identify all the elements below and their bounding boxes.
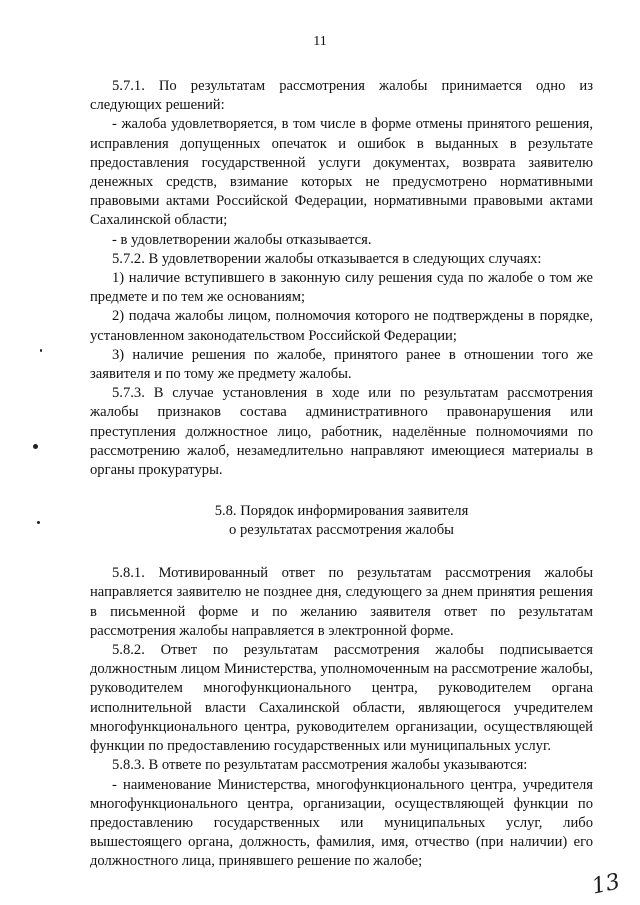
section-heading-line-1: 5.8. Порядок информирования заявителя [214,503,469,520]
section-heading-5-8 [90,502,593,540]
list-item-refusal-case-1: 1) наличие вступившего в законную силу решения суда по жалобе о том же предмете и по тем же основаниям; [90,270,593,306]
list-item-refusal-case-3: 3) наличие решения по жалобе, принятого ранее в отношении того же заявителя и по тому же предмету жалобы. [90,346,593,383]
paragraph-5-7-1: 5.7.1. По результатам рассмотрения жалобы принимается одно из следующих решений: [90,78,593,114]
margin-dot [40,349,42,352]
margin-dot [37,521,40,524]
handwritten-page-number: 13 [589,869,623,900]
margin-dot [33,444,38,449]
paragraph-5-8-1: 5.8.1. Мотивированный ответ по результатам рассмотрения жалобы направляется заявителю не позднее дня, следующего за днем принятия решения в письменной форме и по желанию заявителя ответ по результатам рассмотрения жалобы направляется в электронной форме. [90,565,593,639]
list-item-answer-contents: - наименование Министерства, многофункционального центра, учредителя многофункционального центра, организации, осуществляющей функции по предоставлению государственных или муниципальных услуг, либо вышестоящего органа, должность, фамилия, имя, отчество (при наличии) его должностного лица, принявшего решение по жалобе; [90,776,593,870]
paragraph-5-8-3: 5.8.3. В ответе по результатам рассмотрения жалобы указываются: [112,757,528,774]
list-item-complaint-satisfied: - жалоба удовлетворяется, в том числе в форме отмены принятого решения, исправления допущенных опечаток и ошибок в выданных в результате предоставления государственной услуги документах, возврата заявителю денежных средств, взимание которых не предусмотрено нормативными правовыми актами Российской Федерации, нормативными правовыми актами Сахалинской области; [90,116,593,229]
paragraph-5-7-2: 5.7.2. В удовлетворении жалобы отказывается в следующих случаях: [112,250,542,267]
list-item-refusal-case-2: 2) подача жалобы лицом, полномочия которого не подтверждены в порядке, установленном законодательством Российской Федерации; [90,308,593,344]
paragraph-5-7-3: 5.7.3. В случае установления в ходе или по результатам рассмотрения жалобы признаков состава административного правонарушения или преступления должностное лицо, работник, наделённые полномочиями по рассмотрению жалоб, незамедлительно направляют имеющиеся материалы в органы прокуратуры. [90,385,593,479]
paragraph-5-8-2: 5.8.2. Ответ по результатам рассмотрения жалобы подписывается должностным лицом Министерства, уполномоченным на рассмотрение жалобы, руководителем многофункционального центра, руководителем органа исполнительной власти Сахалинской области, являющегося учредителем многофункционального центра, руководителем организации, осуществляющей функции по предоставлению государственных или муниципальных услуг. [90,642,593,755]
list-item-complaint-refused: - в удовлетворении жалобы отказывается. [112,231,372,248]
section-heading-line-2: о результатах рассмотрения жалобы [229,522,454,539]
document-body [90,77,593,872]
page-number: 11 [313,34,327,49]
